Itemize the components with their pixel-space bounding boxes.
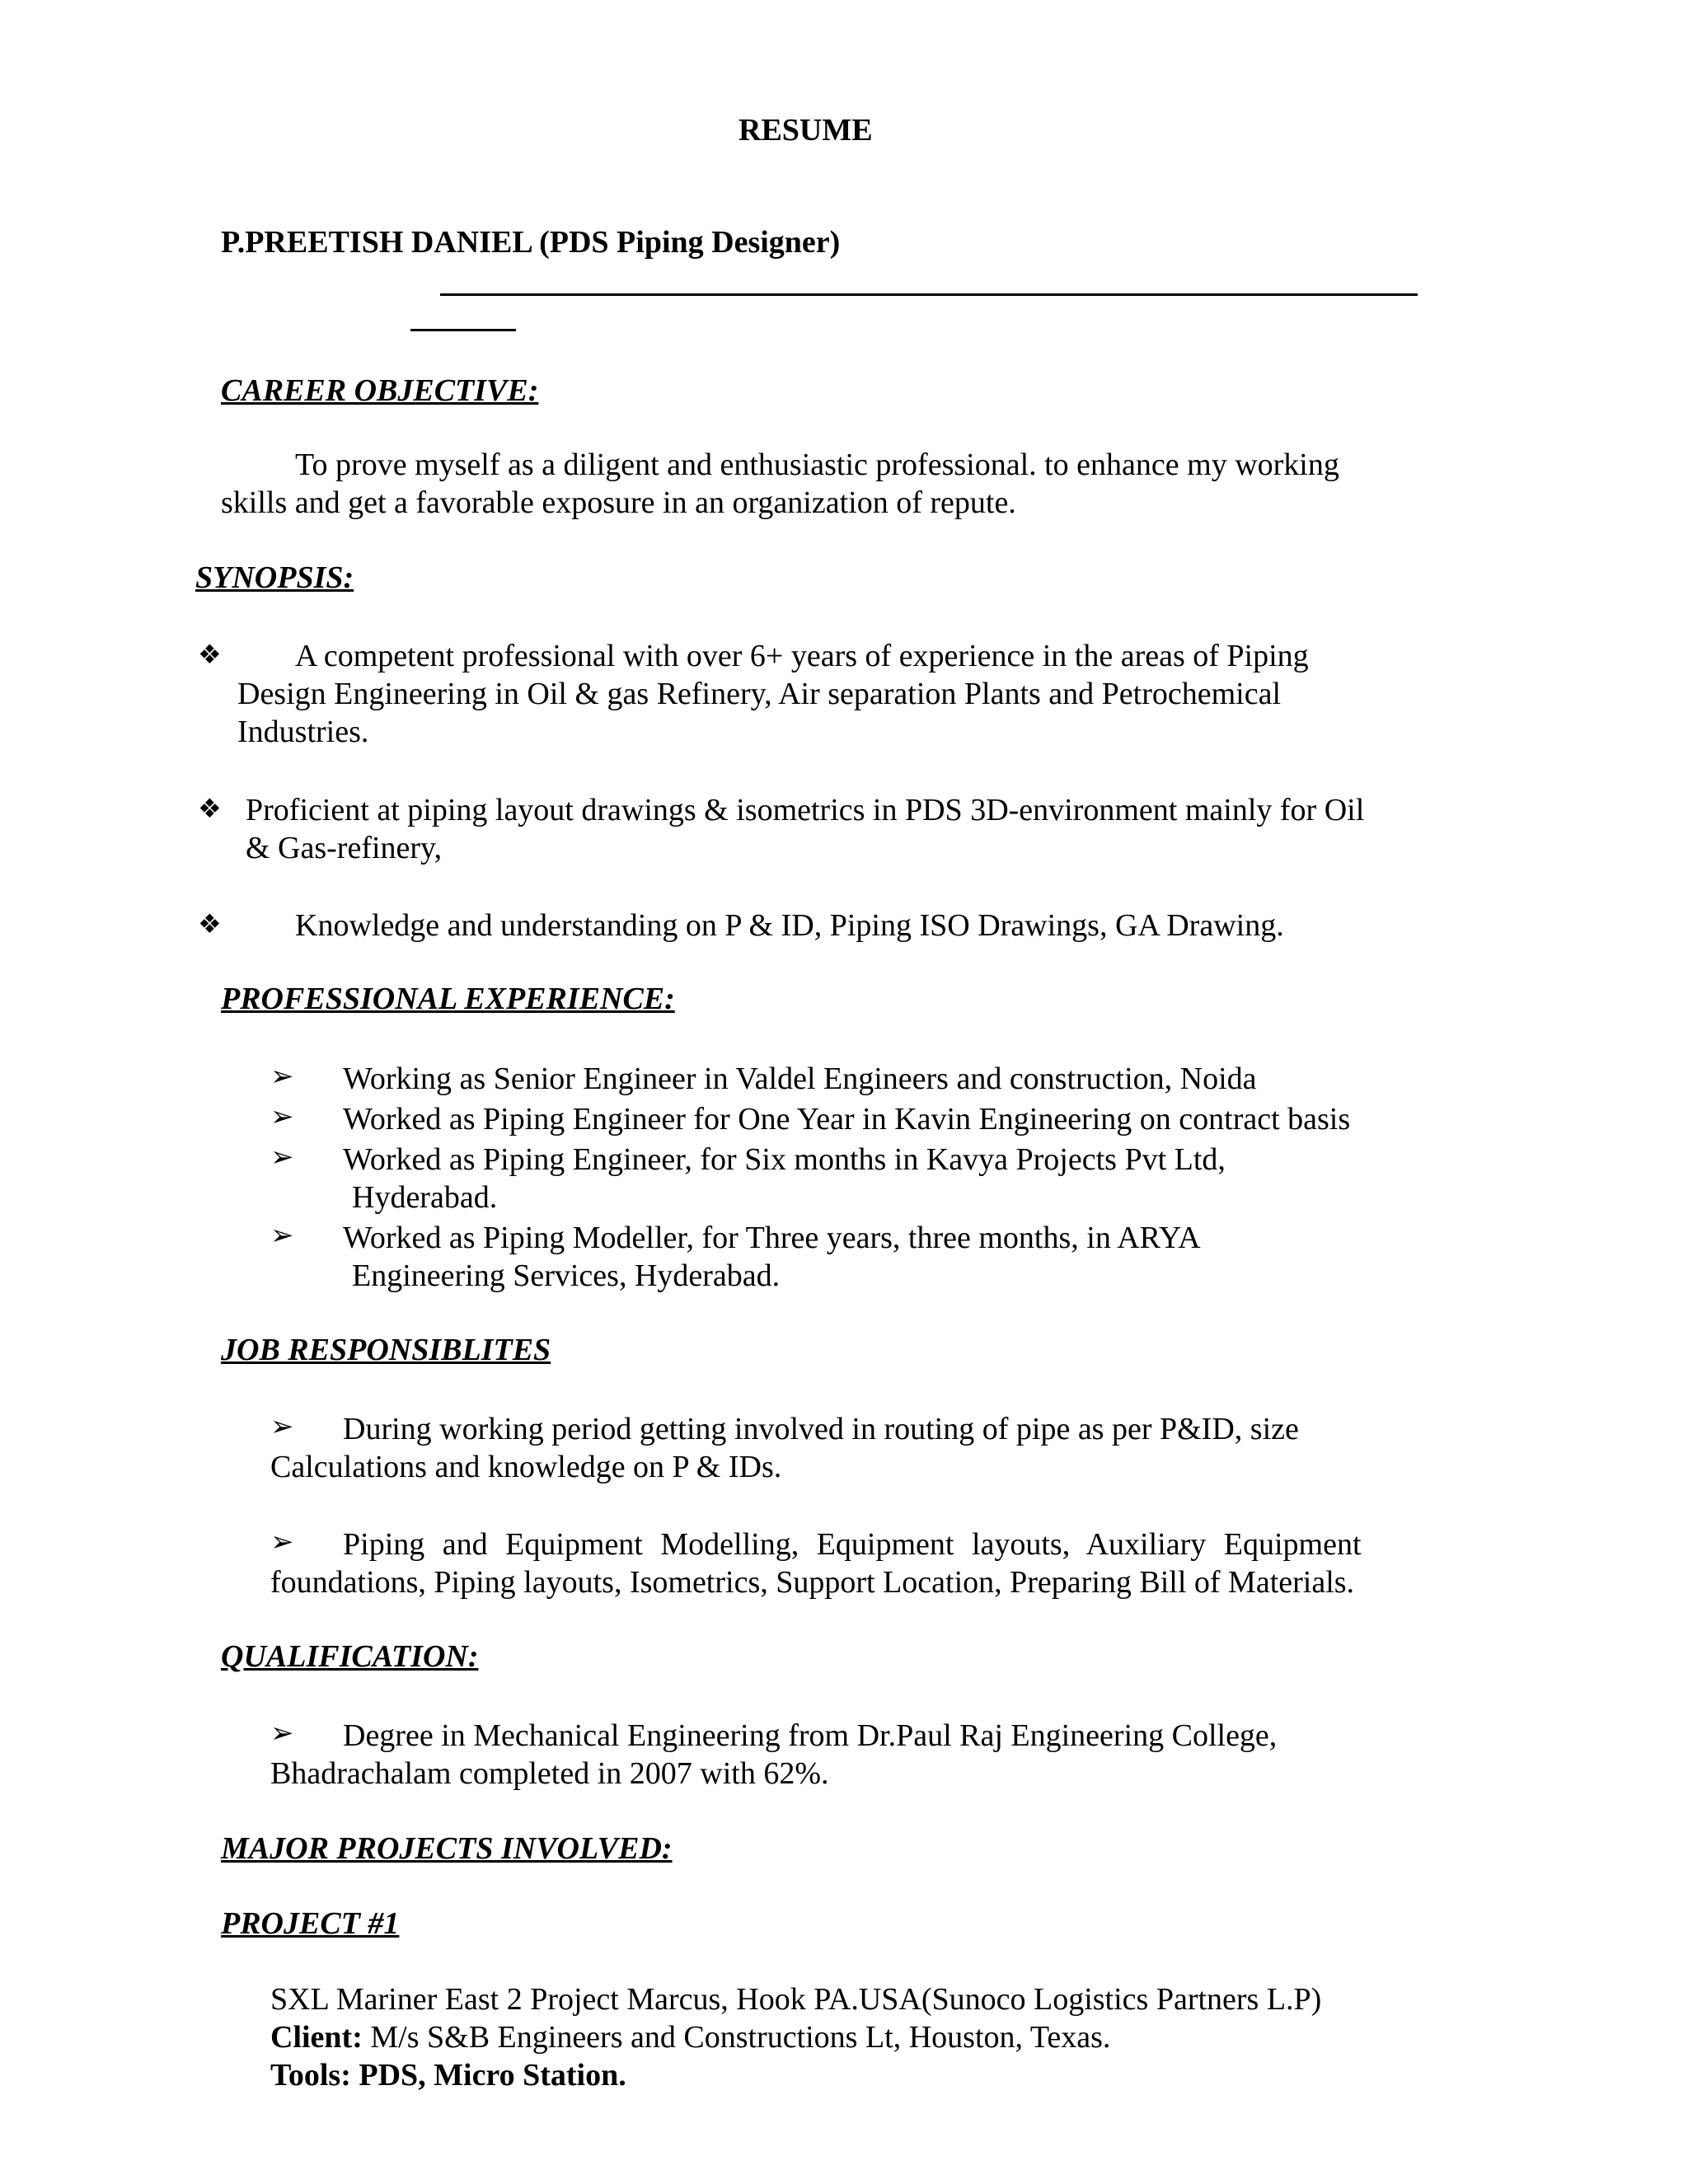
candidate-name: P.PREETISH DANIEL (PDS Piping Designer) [221, 225, 841, 260]
project1-description: SXL Mariner East 2 Project Marcus, Hook PA.USA(Sunoco Logistics Partners L.P) [270, 1982, 1322, 2017]
experience-item4-line2: Engineering Services, Hyderabad. [352, 1258, 781, 1293]
qualification-item1-line1: Degree in Mechanical Engineering from Dr.Paul Raj Engineering College, [343, 1718, 1278, 1753]
synopsis-item1-line2: Design Engineering in Oil & gas Refinery, Air separation Plants and Petrochemical [237, 677, 1282, 711]
project1-client-value: M/s S&B Engineers and Constructions Lt, Houston, Texas. [362, 2020, 1111, 2055]
project1-tools: Tools: PDS, Micro Station. [270, 2058, 626, 2093]
arrow-bullet-icon: ➢ [270, 1062, 294, 1092]
arrow-bullet-icon: ➢ [270, 1718, 294, 1749]
synopsis-item1-line1: A competent professional with over 6+ years of experience in the areas of Piping [295, 639, 1309, 673]
career-objective-line1: To prove myself as a diligent and enthusiastic professional. to enhance my working [295, 448, 1339, 482]
resume-title: RESUME [738, 113, 873, 148]
name-rule-short [410, 329, 516, 331]
synopsis-bullet-icon: ❖ [198, 640, 222, 669]
experience-item3-line2: Hyderabad. [352, 1180, 498, 1215]
synopsis-bullet-icon: ❖ [198, 794, 222, 823]
qualification-item1-line2: Bhadrachalam completed in 2007 with 62%. [270, 1756, 829, 1791]
experience-heading: PROFESSIONAL EXPERIENCE: [221, 982, 675, 1016]
career-objective-line2: skills and get a favorable exposure in an organization of repute. [221, 485, 1016, 520]
project1-client-label: Client: [270, 2020, 363, 2055]
arrow-bullet-icon: ➢ [270, 1142, 294, 1173]
synopsis-item1-line3: Industries. [237, 715, 369, 749]
arrow-bullet-icon: ➢ [270, 1412, 294, 1442]
synopsis-heading: SYNOPSIS: [195, 560, 354, 595]
synopsis-bullet-icon: ❖ [198, 909, 222, 939]
project1-heading: PROJECT #1 [221, 1906, 400, 1941]
experience-item2: Worked as Piping Engineer for One Year in Kavin Engineering on contract basis [343, 1102, 1351, 1137]
synopsis-item2-line2: & Gas-refinery, [246, 831, 443, 865]
responsibilities-item1-line1: During working period getting involved in routing of pipe as per P&ID, size [343, 1412, 1299, 1446]
responsibilities-heading: JOB RESPONSIBLITES [221, 1333, 551, 1367]
responsibilities-item2-line1: Piping and Equipment Modelling, Equipment layouts, Auxiliary Equipment [343, 1527, 1362, 1562]
experience-item4-line1: Worked as Piping Modeller, for Three years, three months, in ARYA [343, 1221, 1201, 1255]
arrow-bullet-icon: ➢ [270, 1102, 294, 1132]
name-rule [440, 293, 1418, 296]
responsibilities-item1-line2: Calculations and knowledge on P & IDs. [270, 1450, 782, 1484]
responsibilities-item2-line2: foundations, Piping layouts, Isometrics, Support Location, Preparing Bill of Materials. [270, 1565, 1355, 1600]
synopsis-item2-line1: Proficient at piping layout drawings & isometrics in PDS 3D-environment mainly for Oil [246, 793, 1365, 827]
experience-item1: Working as Senior Engineer in Valdel Engineers and construction, Noida [343, 1062, 1257, 1096]
experience-item3-line1: Worked as Piping Engineer, for Six months in Kavya Projects Pvt Ltd, [343, 1142, 1226, 1177]
career-objective-heading: CAREER OBJECTIVE: [221, 373, 539, 408]
arrow-bullet-icon: ➢ [270, 1527, 294, 1558]
synopsis-item3-line1: Knowledge and understanding on P & ID, Piping ISO Drawings, GA Drawing. [295, 908, 1284, 943]
project1-client [270, 2018, 1110, 2056]
arrow-bullet-icon: ➢ [270, 1221, 294, 1251]
qualification-heading: QUALIFICATION: [221, 1639, 479, 1674]
projects-heading: MAJOR PROJECTS INVOLVED: [221, 1831, 673, 1866]
